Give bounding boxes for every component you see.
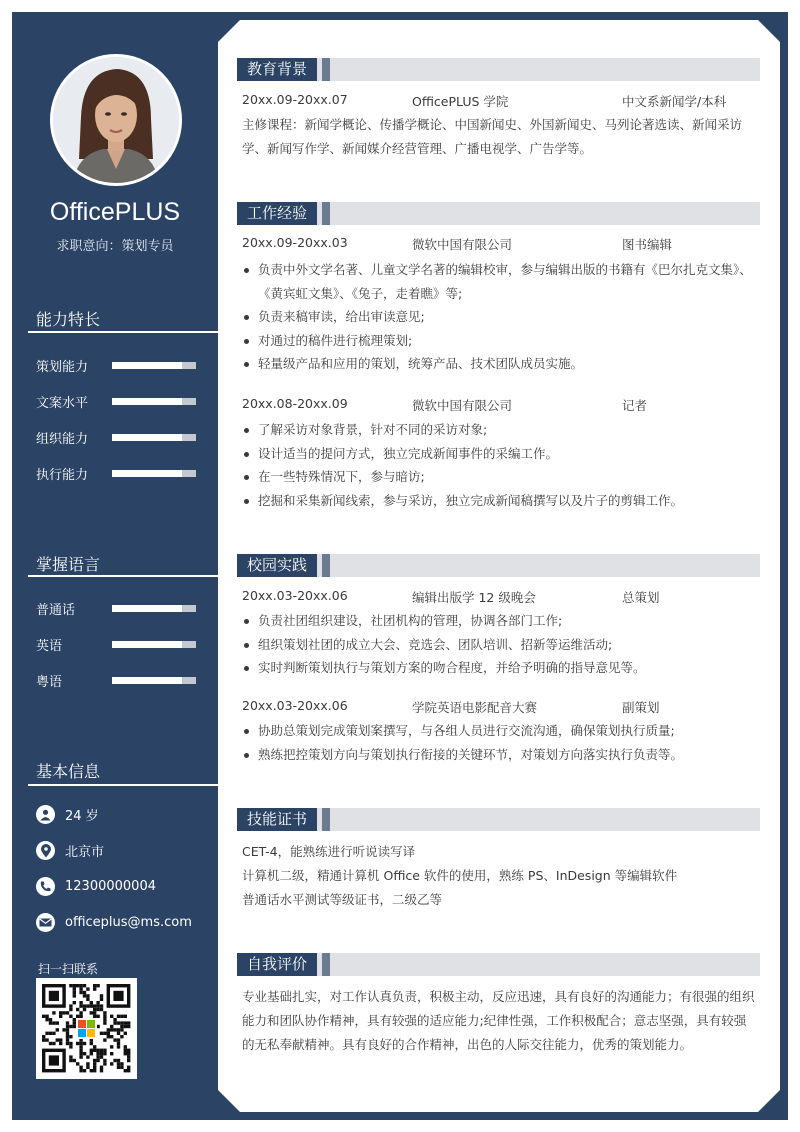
education-school: OfficePLUS 学院	[412, 94, 509, 109]
skill-label: 组织能力	[36, 432, 89, 447]
age-row	[36, 805, 99, 824]
work-2-duties	[242, 418, 758, 512]
work-title: 工作经验	[237, 202, 317, 225]
campus-2-duties	[242, 719, 758, 766]
language-level-bar	[112, 677, 196, 684]
work-1-duties	[242, 258, 758, 376]
phone-text[interactable]: 12300000004	[65, 879, 156, 894]
basic-info-divider	[28, 784, 218, 786]
campus-header	[237, 554, 760, 577]
campus-2-date: 20xx.03-20xx.06	[242, 698, 348, 713]
list-item: 对通过的稿件进行梳理策划;	[242, 329, 758, 353]
list-item: 负责社团组织建设，社团机构的管理，协调各部门工作;	[242, 609, 758, 633]
campus-2-org: 学院英语电影配音大赛	[412, 700, 538, 715]
list-item: 了解采访对象背景，针对不同的采访对象;	[242, 418, 758, 442]
header-accent	[322, 808, 330, 831]
skill-label: 执行能力	[36, 468, 89, 483]
education-date: 20xx.09-20xx.07	[242, 92, 348, 107]
language-level-bar	[112, 605, 196, 612]
user-icon	[36, 805, 55, 824]
cert-line: 计算机二级，精通计算机 Office 软件的使用，熟练 PS、InDesign 等编辑软件	[242, 868, 678, 883]
work-2-date: 20xx.08-20xx.09	[242, 396, 348, 411]
qr-code-graphic	[36, 978, 137, 1079]
list-item: 轻量级产品和应用的策划，统筹产品、技术团队成员实施。	[242, 352, 758, 376]
education-title: 教育背景	[237, 58, 317, 81]
language-level-fill	[112, 605, 182, 612]
skill-level-bar	[112, 470, 196, 477]
languages-divider	[28, 575, 218, 577]
work-1-role: 图书编辑	[622, 237, 673, 252]
skill-level-fill	[112, 470, 182, 477]
header-accent	[322, 58, 330, 81]
phone-icon	[36, 877, 55, 896]
skill-level-bar	[112, 434, 196, 441]
skill-level-fill	[112, 362, 182, 369]
campus-1-duties	[242, 609, 758, 680]
language-label: 普通话	[36, 603, 76, 618]
location-row	[36, 841, 104, 860]
work-2-company: 微软中国有限公司	[412, 398, 513, 413]
self-eval-title: 自我评价	[237, 953, 317, 976]
list-item: 实时判断策划执行与策划方案的吻合程度，并给予明确的指导意见等。	[242, 656, 758, 680]
location-text: 北京市	[65, 845, 105, 860]
work-2-role: 记者	[622, 398, 648, 413]
age-text: 24 岁	[65, 809, 99, 824]
certs-title: 技能证书	[237, 808, 317, 831]
skill-level-fill	[112, 434, 182, 441]
language-level-fill	[112, 677, 182, 684]
email-text[interactable]: officeplus@ms.com	[65, 915, 192, 930]
profile-name: OfficePLUS	[49, 198, 181, 226]
skill-level-fill	[112, 398, 182, 405]
language-level-bar	[112, 641, 196, 648]
list-item: 协助总策划完成策划案撰写，与各组人员进行交流沟通，确保策划执行质量;	[242, 719, 758, 743]
list-item: 挖掘和采集新闻线索，参与采访，独立完成新闻稿撰写以及片子的剪辑工作。	[242, 489, 758, 513]
list-item: 组织策划社团的成立大会、竞选会、团队培训、招新等运维活动;	[242, 633, 758, 657]
work-1-company: 微软中国有限公司	[412, 237, 513, 252]
language-level-fill	[112, 641, 182, 648]
certs-header	[237, 808, 760, 831]
location-icon	[36, 841, 55, 860]
list-item: 熟练把控策划方向与策划执行衔接的关键环节，对策划方向落实执行负责等。	[242, 743, 758, 767]
list-item: 在一些特殊情况下，参与暗访;	[242, 465, 758, 489]
qr-code	[36, 978, 137, 1079]
cert-line: CET-4，能熟练进行听说读写译	[242, 844, 416, 859]
list-item: 负责中外文学名著、儿童文学名著的编辑校审，参与编辑出版的书籍有《巴尔扎克文集》、《黄宾虹文集》、《兔子，走着瞧》等;	[242, 258, 758, 305]
header-accent	[322, 202, 330, 225]
campus-title: 校园实践	[237, 554, 317, 577]
email-icon	[36, 913, 55, 932]
skills-heading: 能力特长	[36, 310, 101, 329]
self-eval-text: 专业基础扎实，对工作认真负责，积极主动，反应迅速，具有良好的沟通能力；有很强的组织能力和团队协作精神，具有较强的适应能力;纪律性强，工作积极配合；意志坚强，具有较强的无私奉献精神。具有良好的合作精神，出色的人际交往能力，优秀的策划能力。	[242, 989, 755, 1052]
languages-heading: 掌握语言	[36, 555, 101, 574]
self-eval-header	[237, 953, 760, 976]
campus-1-date: 20xx.03-20xx.06	[242, 588, 348, 603]
campus-1-org: 编辑出版学 12 级晚会	[412, 590, 536, 605]
skill-level-bar	[112, 398, 196, 405]
campus-2-role: 副策划	[622, 700, 660, 715]
basic-info-heading: 基本信息	[36, 762, 101, 781]
work-1-date: 20xx.09-20xx.03	[242, 235, 348, 250]
education-header	[237, 58, 760, 81]
avatar-portrait	[53, 57, 179, 183]
language-label: 粤语	[36, 675, 63, 690]
campus-1-role: 总策划	[622, 590, 660, 605]
skill-label: 文案水平	[36, 396, 89, 411]
phone-row	[36, 877, 156, 896]
qr-label: 扫一扫联系	[38, 962, 99, 976]
list-item: 设计适当的提问方式，独立完成新闻事件的采编工作。	[242, 442, 758, 466]
avatar	[50, 54, 182, 186]
email-row	[36, 913, 192, 932]
header-accent	[322, 554, 330, 577]
skill-level-bar	[112, 362, 196, 369]
skill-label: 策划能力	[36, 360, 89, 375]
cert-line: 普通话水平测试等级证书，二级乙等	[242, 892, 443, 907]
education-major: 中文系新闻学/本科	[622, 94, 727, 109]
education-courses: 主修课程：新闻学概论、传播学概论、中国新闻史、外国新闻史、马列论著选读、新闻采访学、新闻写作学、新闻媒介经营管理、广播电视学、广告学等。	[242, 117, 743, 156]
language-label: 英语	[36, 639, 63, 654]
header-accent	[322, 953, 330, 976]
skills-divider	[28, 331, 218, 333]
work-header	[237, 202, 760, 225]
job-intention: 求职意向：策划专员	[56, 239, 174, 254]
list-item: 负责来稿审读，给出审读意见;	[242, 305, 758, 329]
